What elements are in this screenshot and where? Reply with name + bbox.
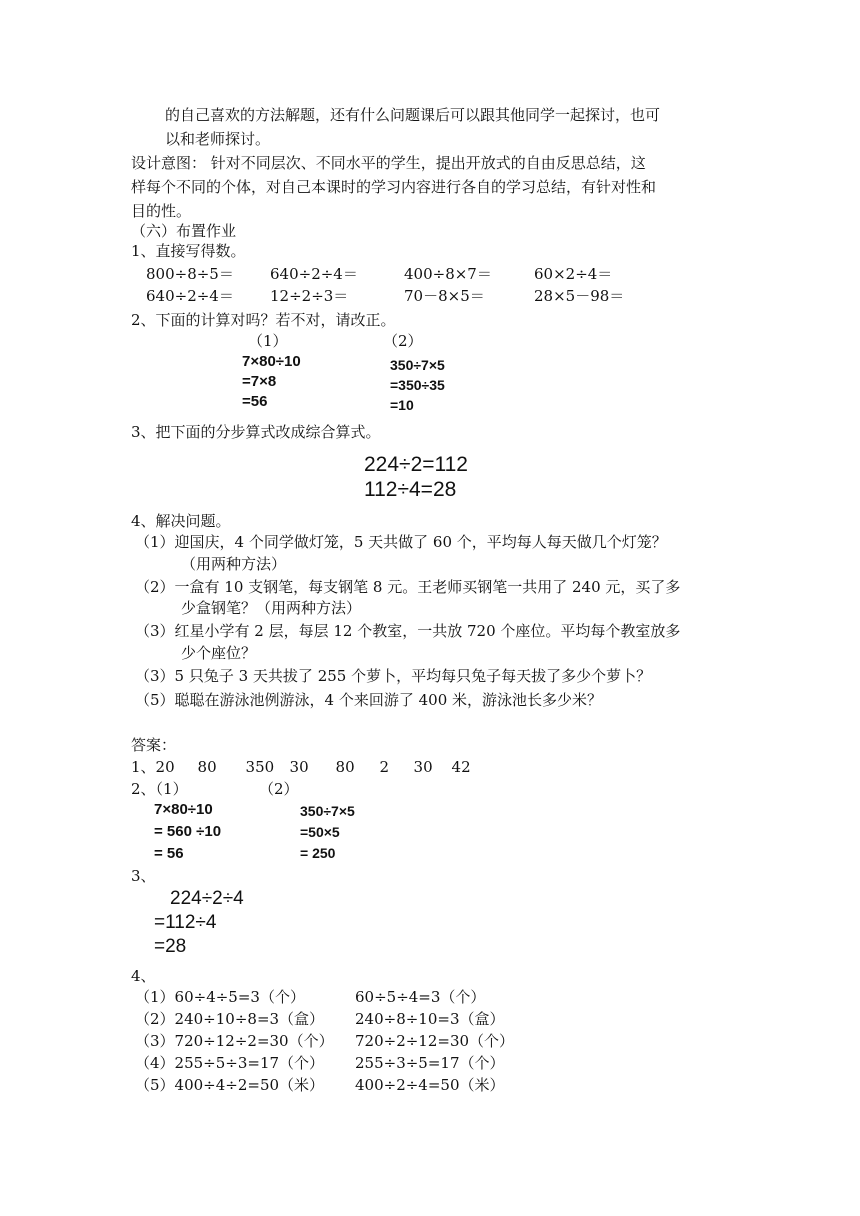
q1-item: 12÷2÷3＝ — [270, 287, 349, 305]
calc-line: 350÷7×5 — [390, 357, 445, 373]
calc-line: =112÷4 — [154, 912, 217, 933]
q2-calc-1 — [242, 352, 301, 412]
section-title: （六）布置作业 — [131, 222, 237, 240]
q4-item-5: （5）聪聪在游泳池例游泳，4 个来回游了 400 米，游泳池长多少米？ — [135, 691, 603, 709]
calc-line: =50×5 — [300, 824, 340, 840]
answer-value: 30 — [413, 758, 433, 776]
q4-item-4: （3）5 只兔子 3 天共拔了 255 个萝卜，平均每只兔子每天拔了多少个萝卜？ — [135, 667, 652, 685]
answer-value: 30 — [289, 758, 309, 776]
answer-value: 80 — [197, 758, 217, 776]
q4-item-2-cont: 少盒钢笔？（用两种方法） — [181, 599, 362, 617]
answer-value: 350 — [245, 758, 275, 776]
intro-line-1: 的自己喜欢的方法解题，还有什么问题课后可以跟其他同学一起探讨，也可 — [165, 106, 661, 124]
answers-title: 答案： — [131, 736, 177, 754]
answer-4-method-2: 255÷3÷5=17（个） — [355, 1054, 505, 1072]
design-intent-line-1: 设计意图： 针对不同层次、不同水平的学生，提出开放式的自由反思总结，这 — [131, 154, 646, 172]
calc-line: = 250 — [300, 845, 336, 861]
q1-item: 640÷2÷4＝ — [146, 287, 234, 305]
q1-row-2 — [146, 286, 624, 306]
calc-line: 7×80÷10 — [154, 801, 213, 818]
intro-line-2: 以和老师探讨。 — [165, 130, 271, 148]
q4-item-1: （1）迎国庆，4 个同学做灯笼，5 天共做了 60 个，平均每人每天做几个灯笼？ — [135, 533, 667, 551]
calc-line: =28 — [154, 936, 187, 957]
answer-4-row — [135, 1009, 505, 1029]
answer-3-label: 3、 — [131, 867, 156, 885]
design-intent-line-3: 目的性。 — [131, 202, 192, 220]
answer-value: 20 — [155, 758, 175, 776]
answer-3-calc — [154, 887, 244, 959]
calc-line: =56 — [242, 393, 268, 410]
answer-1 — [131, 757, 471, 777]
q1-item: 800÷8÷5＝ — [146, 265, 234, 283]
answer-4-method-2: 240÷8÷10=3（盒） — [355, 1010, 505, 1028]
calc-line: = 560 ÷10 — [154, 823, 222, 840]
answer-4-row — [135, 987, 485, 1007]
calc-line: 350÷7×5 — [300, 803, 355, 819]
answer-4-method-2: 400÷2÷4=50（米） — [355, 1076, 505, 1094]
calc-line: =350÷35 — [390, 377, 445, 393]
answer-value: 2 — [379, 758, 390, 776]
calc-line: 7×80÷10 — [242, 353, 301, 370]
answer-4-row — [135, 1031, 514, 1051]
step-line: 112÷4=28 — [364, 478, 457, 501]
answer-4-method-2: 720÷2÷12=30（个） — [355, 1032, 515, 1050]
q2-title: 2、下面的计算对吗？若不对，请改正。 — [131, 311, 396, 329]
answer-4-row — [135, 1075, 505, 1095]
q1-item: 28×5－98＝ — [534, 287, 625, 305]
calc-line: =10 — [390, 397, 414, 413]
q1-item: 60×2÷4＝ — [534, 265, 613, 283]
calc-line: = 56 — [154, 845, 184, 862]
q1-item: 640÷2÷4＝ — [270, 265, 358, 283]
calc-line: =7×8 — [242, 373, 277, 390]
q1-item: 70－8×5＝ — [404, 287, 485, 305]
q2-calc-2 — [390, 355, 445, 415]
step-line: 224÷2=112 — [364, 453, 468, 476]
q4-item-3-cont: 少个座位？ — [181, 644, 257, 662]
answer-1-label: 1、 — [131, 758, 156, 776]
q3-steps — [364, 452, 468, 502]
answer-value: 80 — [335, 758, 355, 776]
answer-value: 42 — [451, 758, 471, 776]
q1-row-1 — [146, 264, 612, 284]
q2-label-2: （2） — [383, 332, 423, 350]
q4-item-1-cont: （用两种方法） — [181, 555, 287, 573]
answer-2-label: 2、（1） — [131, 780, 188, 798]
answer-4-method-1: （1）60÷4÷5=3（个） — [135, 988, 305, 1006]
q1-item: 400÷8×7＝ — [404, 265, 492, 283]
q4-item-3: （3）红星小学有 2 层，每层 12 个教室，一共放 720 个座位。平均每个教室放多 — [135, 622, 681, 640]
answer-4-row — [135, 1053, 505, 1073]
answer-4-method-1: （4）255÷5÷3=17（个） — [135, 1054, 325, 1072]
answer-4-method-1: （5）400÷4÷2=50（米） — [135, 1076, 325, 1094]
answer-4-method-2: 60÷5÷4=3（个） — [355, 988, 486, 1006]
q2-label-1: （1） — [248, 332, 288, 350]
answer-2-label-2: （2） — [259, 780, 299, 798]
calc-line: 224÷2÷4 — [170, 888, 244, 909]
answer-4-method-1: （2）240÷10÷8=3（盒） — [135, 1010, 325, 1028]
q3-title: 3、把下面的分步算式改成综合算式。 — [131, 423, 381, 441]
answer-2-calc-1 — [154, 799, 221, 865]
answer-2-calc-2 — [300, 801, 355, 864]
q4-title: 4、解决问题。 — [131, 512, 231, 530]
answer-4-label: 4、 — [131, 967, 156, 985]
design-intent-line-2: 样每个不同的个体，对自己本课时的学习内容进行各自的学习总结，有针对性和 — [131, 178, 657, 196]
q1-title: 1、直接写得数。 — [131, 242, 246, 260]
answer-4-method-1: （3）720÷12÷2=30（个） — [135, 1032, 334, 1050]
q4-item-2: （2）一盒有 10 支钢笔，每支钢笔 8 元。王老师买钢笔一共用了 240 元，买了多 — [135, 578, 681, 596]
